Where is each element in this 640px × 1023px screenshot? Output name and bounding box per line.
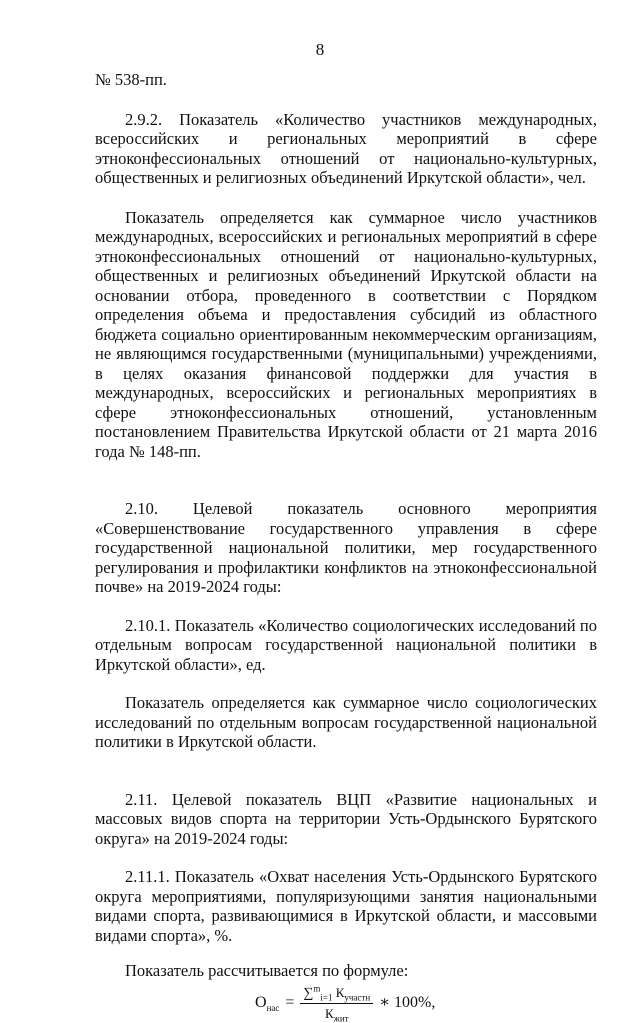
paragraph-2-10: 2.10. Целевой показатель основного мероприятия «Совершенствование государственного управления в сфере государственной национальной политики, мер государственного регулирования и профилактики конфликтов на этноконфессиональной почве» на 2019-2024 годы: [95, 499, 597, 596]
paragraph-2-9-2: 2.9.2. Показатель «Количество участников международных, всероссийских и региональных мероприятий в сфере этноконфессиональных отношений от национально-культурных, общественных и религиозных объединений Иркутской области», чел. [95, 109, 597, 187]
paragraph-2-10-1-definition: Показатель определяется как суммарное число социологических исследований по отдельным вопросам государственной национальной политики в Иркутской области. [95, 693, 597, 751]
formula-denominator: $К_{жит}$ [324, 1005, 349, 1023]
formula-tail: ∗ 100%, [379, 993, 436, 1011]
formula [255, 985, 597, 1021]
paragraph-2-9-2-definition: Показатель определяется как суммарное число участников международных, всероссийских и региональных мероприятий в сфере этноконфессиональных отношений от национально-культурных, общественных и религиозных объединений Иркутской области на основании отбора, проведенного в соответствии с Порядком определения объема и предоставления субсидий из областного бюджета социально ориентированным некоммерческим организациям, не являющимся государственными (муниципальными) учреждениями, в целях оказания финансовой поддержки для участия в международных, всероссийских и региональных мероприятиях в сфере этноконфессиональных отношений, установленным постановлением Правительства Иркутской области от 21 марта 2016 года № 148-пп. [95, 207, 597, 461]
formula-numerator: ∑$^m_{i=1}$ $К_{участн}$ [300, 985, 373, 1004]
paragraph-2-10-1: 2.10.1. Показатель «Количество социологических исследований по отдельным вопросам государственной национальной политики в Иркутской области», ед. [95, 615, 597, 674]
paragraph-2-11: 2.11. Целевой показатель ВЦП «Развитие национальных и массовых видов спорта на территории Усть-Ордынского Бурятского округа» на 2019-2024 годы: [95, 789, 597, 848]
formula-equals: = [285, 993, 295, 1011]
paragraph-2-11-1: 2.11.1. Показатель «Охват населения Усть-Ордынского Бурятского округа мероприятиями, популяризующими занятия национальными видами спорта, развивающимися в Иркутской области, и массовыми видами спорта», %. [95, 867, 597, 945]
formula-intro: Показатель рассчитывается по формуле: [125, 961, 409, 980]
paragraph-order-ref: № 538-пп. [95, 70, 167, 89]
formula-fraction [300, 985, 373, 1021]
page-number: 8 [315, 40, 325, 59]
document-body [95, 70, 597, 1021]
formula-lhs: $О_{нас}$ [255, 993, 280, 1013]
